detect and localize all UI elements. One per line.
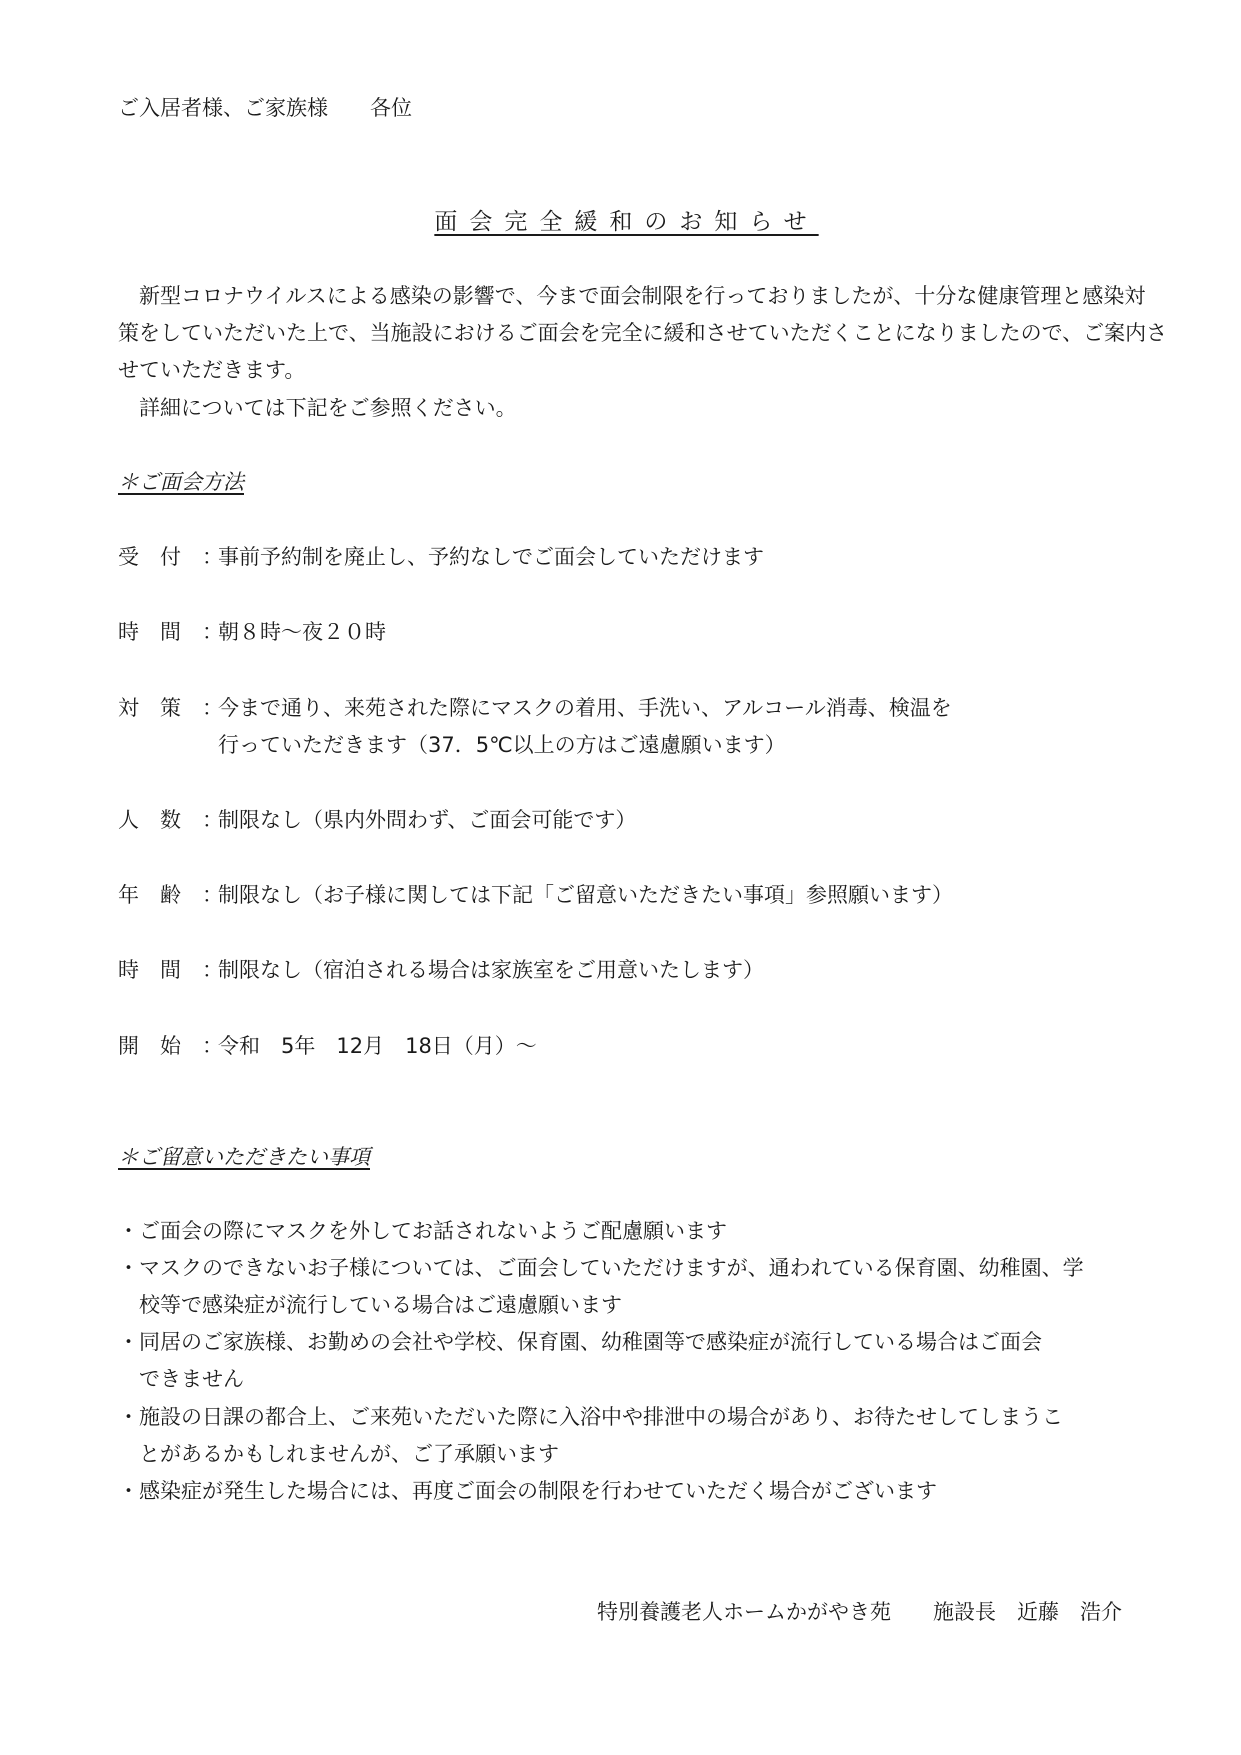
item-label: 時 間 ： xyxy=(118,620,223,644)
note-line: できません xyxy=(118,1367,244,1391)
note-line: ・感染症が発生した場合には、再度ご面会の制限を行わせていただく場合がございます xyxy=(118,1479,937,1503)
note-line: ・同居のご家族様、お勤めの会社や学校、保育園、幼稚園等で感染症が流行している場合はご面会 xyxy=(118,1330,1042,1354)
addressee: ご入居者様、ご家族様 各位 xyxy=(118,96,412,120)
item-label: 対 策 ： xyxy=(118,696,223,720)
note-line: 校等で感染症が流行している場合はご遠慮願います xyxy=(118,1293,622,1317)
note-line: ・マスクのできないお子様については、ご面会していただけますが、通われている保育園、幼稚園、学 xyxy=(118,1256,1084,1280)
method-item-start xyxy=(118,1034,537,1059)
item-value: 行っていただきます（37．5℃以上の方はご遠慮願います） xyxy=(218,733,786,757)
item-label: 開 始 ： xyxy=(118,1034,223,1058)
intro-line: せていただきます。 xyxy=(118,358,306,382)
item-value: 今まで通り、来苑された際にマスクの着用、手洗い、アルコール消毒、検温を xyxy=(218,696,952,720)
item-value: 朝８時～夜２０時 xyxy=(218,620,386,644)
method-item-hours xyxy=(118,620,386,645)
intro-line: 策をしていただいた上で、当施設におけるご面会を完全に緩和させていただくことになりましたので、ご案内さ xyxy=(118,321,1168,345)
item-value: 制限なし（お子様に関しては下記「ご留意いただきたい事項」参照願います） xyxy=(218,883,953,907)
method-item-reception xyxy=(118,545,764,570)
item-value: 事前予約制を廃止し、予約なしでご面会していただけます xyxy=(218,545,764,569)
item-value: 制限なし（宿泊される場合は家族室をご用意いたします） xyxy=(218,958,764,982)
method-item-duration xyxy=(118,958,764,983)
intro-line: 新型コロナウイルスによる感染の影響で、今まで面会制限を行っておりましたが、十分な健康管理と感染対 xyxy=(118,284,1146,308)
method-item-headcount xyxy=(118,808,637,833)
intro-line: 詳細については下記をご参照ください。 xyxy=(118,396,517,420)
note-line: ・ご面会の際にマスクを外してお話されないようご配慮願います xyxy=(118,1219,727,1243)
item-value: 令和 5年 12月 18日（月）～ xyxy=(218,1034,537,1058)
note-line: ・施設の日課の都合上、ご来苑いただいた際に入浴中や排泄中の場合があり、お待たせしてしまうこ xyxy=(118,1405,1063,1429)
method-item-age xyxy=(118,883,953,908)
method-item-measures xyxy=(118,696,952,721)
item-label: 年 齢 ： xyxy=(118,883,223,907)
item-label: 人 数 ： xyxy=(118,808,223,832)
item-label: 時 間 ： xyxy=(118,958,223,982)
item-value: 制限なし（県内外問わず、ご面会可能です） xyxy=(218,808,637,832)
method-heading: ＊ご面会方法 xyxy=(118,470,244,494)
note-line: とがあるかもしれませんが、ご了承願います xyxy=(118,1442,559,1466)
page-title xyxy=(0,209,1241,237)
page-title-text: 面会完全緩和のお知らせ xyxy=(434,209,819,235)
item-label: 受 付 ： xyxy=(118,545,223,569)
notes-heading: ＊ご留意いただきたい事項 xyxy=(118,1145,370,1169)
signature: 特別養護老人ホームかがやき苑 施設長 近藤 浩介 xyxy=(597,1600,1122,1624)
